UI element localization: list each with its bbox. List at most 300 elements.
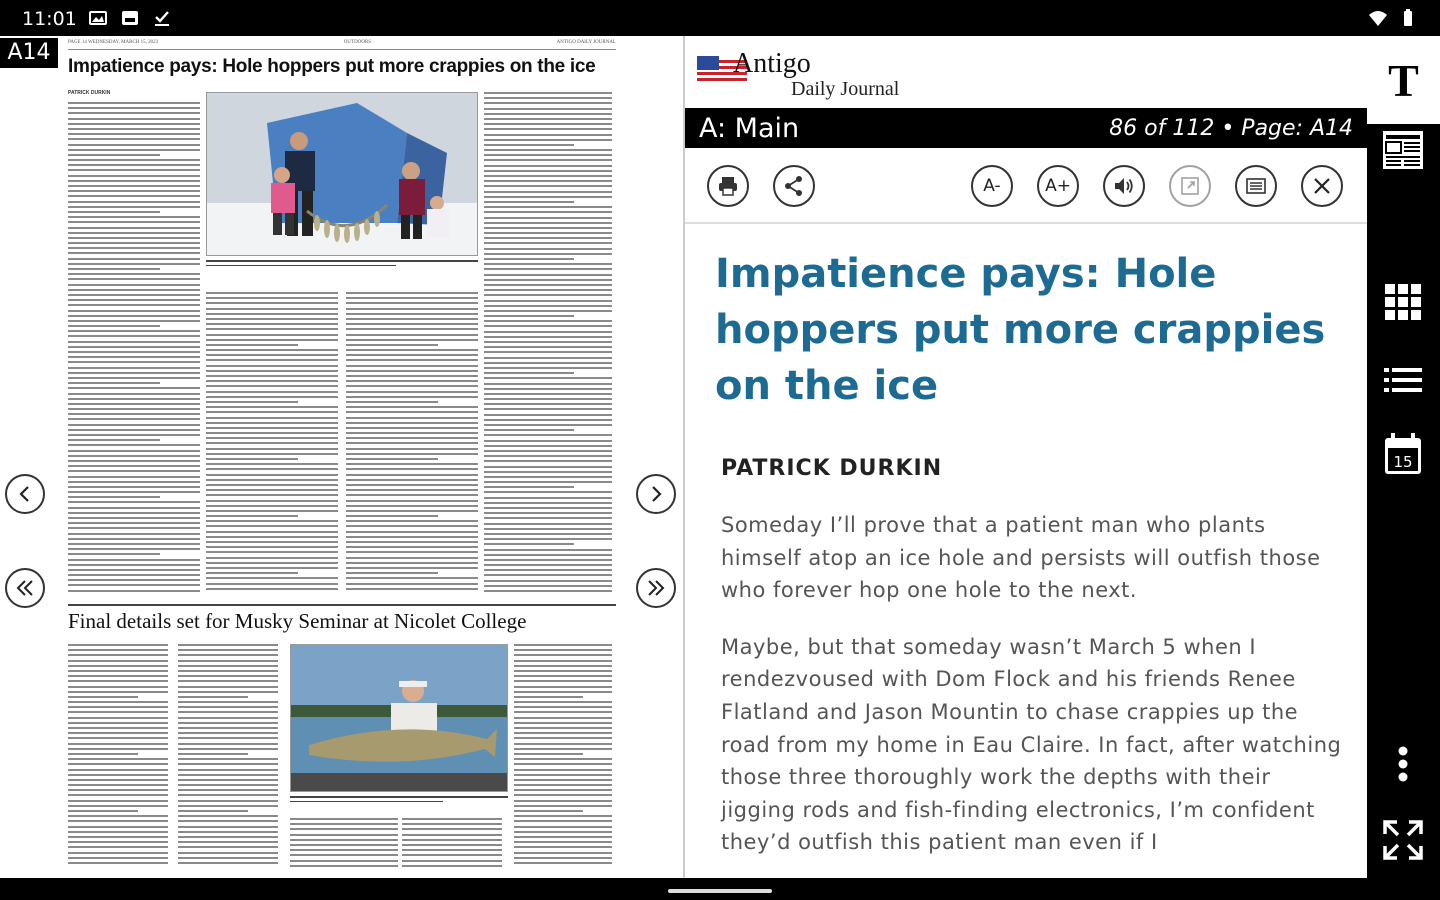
- text-line: [484, 165, 612, 167]
- article-column: [514, 644, 612, 867]
- text-line: [484, 97, 612, 99]
- article-column: [206, 292, 338, 593]
- text-line: [68, 538, 200, 540]
- text-line: [402, 844, 502, 846]
- text-line: [514, 774, 612, 776]
- text-line: [514, 680, 612, 682]
- text-line: [484, 232, 612, 234]
- text-line: [346, 557, 478, 559]
- text-line: [68, 794, 168, 796]
- text-line: [206, 344, 298, 346]
- text-line: [68, 470, 200, 472]
- share-icon: [782, 174, 806, 198]
- text-line: [68, 789, 168, 791]
- text-line: [178, 670, 278, 672]
- text-line: [484, 227, 612, 229]
- text-line: [484, 497, 612, 499]
- text-line: [346, 437, 478, 439]
- text-line: [68, 722, 168, 724]
- calendar-button[interactable]: [1379, 430, 1427, 478]
- text-line: [68, 284, 200, 286]
- text-line: [514, 665, 612, 667]
- text-line: [484, 367, 612, 369]
- text-line: [68, 665, 168, 667]
- speaker-icon: [1112, 174, 1136, 198]
- publication-logo: [697, 44, 937, 104]
- page-info: 86 of 112 • Page: A14: [1109, 116, 1353, 141]
- page-layout-icon: [1381, 128, 1425, 172]
- text-line: [206, 339, 338, 341]
- text-line: [178, 774, 278, 776]
- text-line: [68, 533, 200, 535]
- text-line: [206, 458, 298, 460]
- text-line: [68, 273, 200, 275]
- text-line: [484, 258, 574, 260]
- text-line: [68, 320, 200, 322]
- text-line: [346, 541, 478, 543]
- text-line: [484, 512, 612, 514]
- text-line: [514, 649, 612, 651]
- section-name[interactable]: A: Main: [699, 113, 800, 144]
- article-list-button[interactable]: [1379, 356, 1427, 404]
- text-line: [484, 170, 612, 172]
- text-line: [346, 474, 478, 476]
- text-line: [68, 154, 160, 156]
- text-line: [206, 422, 338, 424]
- text-line: [346, 551, 478, 553]
- text-line: [206, 396, 338, 398]
- text-line: [206, 349, 338, 351]
- text-line: [68, 753, 138, 755]
- text-line: [206, 437, 338, 439]
- text-line: [484, 491, 612, 493]
- text-line: [68, 522, 200, 524]
- text-line: [68, 486, 200, 488]
- expand-icon: [1178, 174, 1202, 198]
- close-article-button[interactable]: [1301, 165, 1343, 207]
- text-line: [206, 375, 338, 377]
- article-paragraph: Maybe, but that someday wasn’t March 5 when I rendezvoused with Dom Flock and his friends Renee Flatland and Jason Mountin to chase crappies up the road from my home in Eau Claire. In fact, after watching those three thoroughly work the depths with their jigging rods and fish-finding electronics, I’m confident they’d outfish this patient man even if I: [721, 634, 1342, 855]
- previous-page-button[interactable]: [5, 474, 45, 514]
- text-line: [346, 432, 478, 434]
- text-line: [290, 844, 398, 846]
- text-line: [346, 520, 478, 522]
- share-button[interactable]: [773, 165, 815, 207]
- text-line: [68, 701, 168, 703]
- page-view-button[interactable]: [1235, 165, 1277, 207]
- status-time: 11:01: [22, 8, 77, 30]
- text-line: [68, 387, 200, 389]
- text-line: [68, 346, 200, 348]
- text-line: [484, 149, 612, 151]
- page-badge: A14: [0, 38, 58, 68]
- text-line: [178, 815, 278, 817]
- text-line: [484, 502, 612, 504]
- text-line: [514, 644, 612, 646]
- text-line: [206, 391, 338, 393]
- article-author: PATRICK DURKIN: [721, 456, 943, 481]
- text-line: [346, 536, 478, 538]
- text-line: [68, 247, 200, 249]
- text-line: [484, 590, 612, 592]
- text-line: [206, 427, 338, 429]
- text-line: [68, 820, 168, 822]
- ice-fishing-photo[interactable]: [206, 92, 478, 256]
- text-line: [68, 460, 200, 462]
- newspaper-headline-2[interactable]: Final details set for Musky Seminar at Nicolet College: [68, 609, 527, 633]
- font-smaller-button[interactable]: A-: [971, 165, 1013, 207]
- text-line: [68, 169, 200, 171]
- text-line: [68, 180, 200, 182]
- text-line: [68, 680, 168, 682]
- text-line: [290, 854, 398, 856]
- last-page-button[interactable]: [636, 568, 676, 608]
- text-line: [484, 305, 612, 307]
- text-line: [346, 442, 478, 444]
- text-line: [346, 417, 478, 419]
- text-line: [68, 706, 168, 708]
- text-line: [206, 318, 338, 320]
- text-line: [484, 585, 612, 587]
- text-line: [68, 118, 200, 120]
- calendar-day: 15: [1393, 453, 1413, 471]
- text-line: [514, 654, 612, 656]
- text-line: [346, 401, 438, 403]
- text-line: [178, 727, 278, 729]
- text-line: [68, 569, 200, 571]
- text-line: [346, 339, 478, 341]
- text-line: [68, 372, 200, 374]
- text-line: [178, 820, 278, 822]
- text-line: [68, 553, 160, 555]
- text-line: [514, 805, 612, 807]
- text-line: [206, 546, 338, 548]
- text-line: [346, 302, 478, 304]
- text-line: [346, 292, 478, 294]
- text-line: [484, 445, 612, 447]
- text-line: [68, 574, 200, 576]
- text-line: [206, 551, 338, 553]
- text-line: [514, 717, 612, 719]
- newspaper-header: [68, 40, 616, 50]
- text-line: [346, 562, 478, 564]
- text-line: [514, 748, 612, 750]
- text-line: [290, 849, 398, 851]
- text-line: [68, 221, 200, 223]
- text-line: [178, 686, 278, 688]
- next-page-button[interactable]: [636, 474, 676, 514]
- text-line: [514, 779, 612, 781]
- text-line: [68, 800, 168, 802]
- text-line: [68, 507, 200, 509]
- article-divider: [68, 604, 616, 606]
- header-left: PAGE 14 WEDNESDAY, MARCH 15, 2023: [68, 40, 159, 45]
- text-line: [68, 149, 200, 151]
- text-line: [484, 569, 612, 571]
- text-line: [484, 279, 612, 281]
- text-line: [484, 154, 612, 156]
- text-line: [484, 471, 612, 473]
- text-line: [68, 211, 160, 213]
- text-line: [484, 144, 574, 146]
- font-larger-button[interactable]: A+: [1037, 165, 1079, 207]
- article-column: [178, 644, 278, 867]
- page-layout-button[interactable]: [1379, 126, 1427, 174]
- text-line: [178, 748, 278, 750]
- text-line: [68, 846, 168, 848]
- text-line: [206, 385, 338, 387]
- text-line: [346, 546, 478, 548]
- text-line: [206, 562, 338, 564]
- text-line: [484, 507, 612, 509]
- text-line: [484, 289, 612, 291]
- text-line: [484, 362, 612, 364]
- text-line: [346, 588, 478, 590]
- text-line: [484, 466, 612, 468]
- expand-button[interactable]: [1169, 165, 1211, 207]
- text-line: [402, 818, 502, 820]
- text-line: [68, 691, 168, 693]
- double-chevron-right-icon: [646, 578, 666, 598]
- text-line: [484, 331, 612, 333]
- text-line: [68, 175, 200, 177]
- text-line: [346, 354, 478, 356]
- text-line: [514, 846, 612, 848]
- text-line: [484, 440, 612, 442]
- text-line: [206, 297, 338, 299]
- text-line: [68, 826, 168, 828]
- text-line: [206, 292, 338, 294]
- text-line: [68, 128, 200, 130]
- text-line: [68, 315, 200, 317]
- text-line: [290, 823, 398, 825]
- text-line: [514, 706, 612, 708]
- text-line: [484, 549, 612, 551]
- text-line: [178, 665, 278, 667]
- text-line: [68, 579, 200, 581]
- text-line: [68, 559, 200, 561]
- newspaper-icon: [1244, 174, 1268, 198]
- article-column: [68, 102, 200, 595]
- text-line: [206, 354, 338, 356]
- text-line: [484, 175, 612, 177]
- text-line: [484, 263, 612, 265]
- text-line: [346, 323, 478, 325]
- article-column: [290, 818, 398, 870]
- text-line: [514, 763, 612, 765]
- text-line: [402, 839, 502, 841]
- text-line: [68, 242, 200, 244]
- text-line: [68, 444, 200, 446]
- text-line: [484, 242, 612, 244]
- text-line: [346, 489, 478, 491]
- text-line: [68, 758, 168, 760]
- text-line: [346, 500, 478, 502]
- text-line: [68, 278, 200, 280]
- text-line: [206, 442, 338, 444]
- text-line: [346, 349, 478, 351]
- text-line: [484, 429, 574, 431]
- text-line: [484, 300, 612, 302]
- text-line: [402, 828, 502, 830]
- text-line: [346, 375, 478, 377]
- text-line: [68, 784, 168, 786]
- text-line: [68, 450, 200, 452]
- text-line: [484, 320, 612, 322]
- header-right: ANTIGO DAILY JOURNAL: [556, 40, 616, 45]
- text-line: [178, 779, 278, 781]
- text-line: [68, 144, 200, 146]
- text-line: [178, 846, 278, 848]
- text-line: [68, 862, 168, 864]
- text-line: [484, 383, 612, 385]
- text-line: [514, 836, 612, 838]
- musky-photo[interactable]: [290, 644, 508, 792]
- text-line: [178, 680, 278, 682]
- text-line: [68, 424, 200, 426]
- text-line: [206, 489, 338, 491]
- text-line: [484, 554, 612, 556]
- text-line: [206, 572, 298, 574]
- text-line: [68, 696, 138, 698]
- newspaper-page[interactable]: [0, 36, 683, 878]
- text-line: [68, 857, 168, 859]
- print-button[interactable]: [707, 165, 749, 207]
- text-line: [68, 294, 200, 296]
- text-line: [206, 380, 338, 382]
- text-line: [68, 805, 168, 807]
- text-line: [514, 794, 612, 796]
- text-line: [484, 310, 612, 312]
- text-line: [68, 852, 168, 854]
- text-line: [346, 370, 478, 372]
- text-line: [68, 491, 200, 493]
- text-line: [68, 206, 200, 208]
- text-line: [178, 810, 248, 812]
- text-line: [178, 660, 278, 662]
- download-done-icon: [152, 9, 172, 27]
- text-line: [484, 408, 612, 410]
- newspaper-byline: PATRICK DURKIN: [68, 90, 111, 96]
- text-line: [68, 649, 168, 651]
- text-line: [68, 112, 200, 114]
- first-page-button[interactable]: [5, 568, 45, 608]
- text-line: [206, 479, 338, 481]
- text-line: [68, 737, 168, 739]
- text-line: [68, 263, 200, 265]
- home-gesture-handle[interactable]: [668, 889, 772, 893]
- text-line: [484, 113, 612, 115]
- text-line: [290, 839, 398, 841]
- text-line: [68, 237, 200, 239]
- text-line: [346, 468, 478, 470]
- text-line: [346, 308, 478, 310]
- text-line: [484, 268, 612, 270]
- text-line: [346, 313, 478, 315]
- text-mode-label: T: [1388, 54, 1419, 106]
- text-line: [68, 107, 200, 109]
- text-line: [514, 852, 612, 854]
- fullscreen-icon: [1381, 818, 1425, 862]
- text-line: [346, 344, 438, 346]
- text-line: [484, 315, 574, 317]
- text-line: [178, 826, 278, 828]
- text-line: [68, 836, 168, 838]
- text-line: [178, 857, 278, 859]
- text-line: [68, 496, 160, 498]
- text-line: [68, 748, 168, 750]
- text-line: [178, 753, 248, 755]
- article-title: Impatience pays: Hole hoppers put more crappies on the ice: [715, 251, 1326, 409]
- text-line: [206, 432, 338, 434]
- text-line: [484, 398, 612, 400]
- fullscreen-button[interactable]: [1379, 816, 1427, 864]
- text-line: [68, 465, 200, 467]
- text-line: [68, 841, 168, 843]
- text-line: [346, 505, 478, 507]
- more-options-button[interactable]: [1379, 740, 1427, 788]
- text-line: [206, 411, 338, 413]
- system-navigation-bar: [0, 878, 1440, 900]
- text-line: [484, 191, 612, 193]
- close-icon: [1310, 174, 1334, 198]
- text-line: [484, 92, 612, 94]
- text-line: [68, 408, 200, 410]
- text-line: [484, 351, 612, 353]
- text-line: [290, 865, 398, 867]
- text-line: [346, 494, 478, 496]
- text-line: [484, 108, 612, 110]
- text-line: [346, 572, 438, 574]
- battery-icon: [1398, 9, 1418, 27]
- text-line: [206, 583, 338, 585]
- text-line: [68, 455, 200, 457]
- status-bar: [0, 0, 1440, 36]
- newspaper-headline-1[interactable]: Impatience pays: Hole hoppers put more crappies on the ice: [68, 56, 596, 77]
- text-line: [484, 284, 612, 286]
- text-line: [206, 531, 338, 533]
- text-line: [68, 543, 200, 545]
- text-line: [402, 849, 502, 851]
- text-line: [68, 439, 160, 441]
- text-line: [206, 588, 338, 590]
- text-line: [484, 222, 612, 224]
- text-line: [514, 743, 612, 745]
- text-line: [68, 310, 200, 312]
- text-line: [178, 732, 278, 734]
- text-line: [68, 434, 200, 436]
- text-line: [68, 258, 200, 260]
- text-line: [178, 841, 278, 843]
- text-line: [178, 711, 278, 713]
- text-line: [206, 406, 338, 408]
- print-icon: [716, 174, 740, 198]
- text-mode-button[interactable]: [1367, 36, 1440, 124]
- text-line: [514, 660, 612, 662]
- text-line: [206, 453, 338, 455]
- text-line: [178, 836, 278, 838]
- text-line: [514, 789, 612, 791]
- listen-button[interactable]: [1103, 165, 1145, 207]
- logo-title: Antigo: [733, 48, 811, 79]
- text-line: [68, 398, 200, 400]
- text-line: [178, 794, 278, 796]
- text-line: [68, 195, 200, 197]
- text-line: [206, 313, 338, 315]
- text-line: [68, 356, 200, 358]
- page-grid-button[interactable]: [1379, 278, 1427, 326]
- text-line: [68, 393, 200, 395]
